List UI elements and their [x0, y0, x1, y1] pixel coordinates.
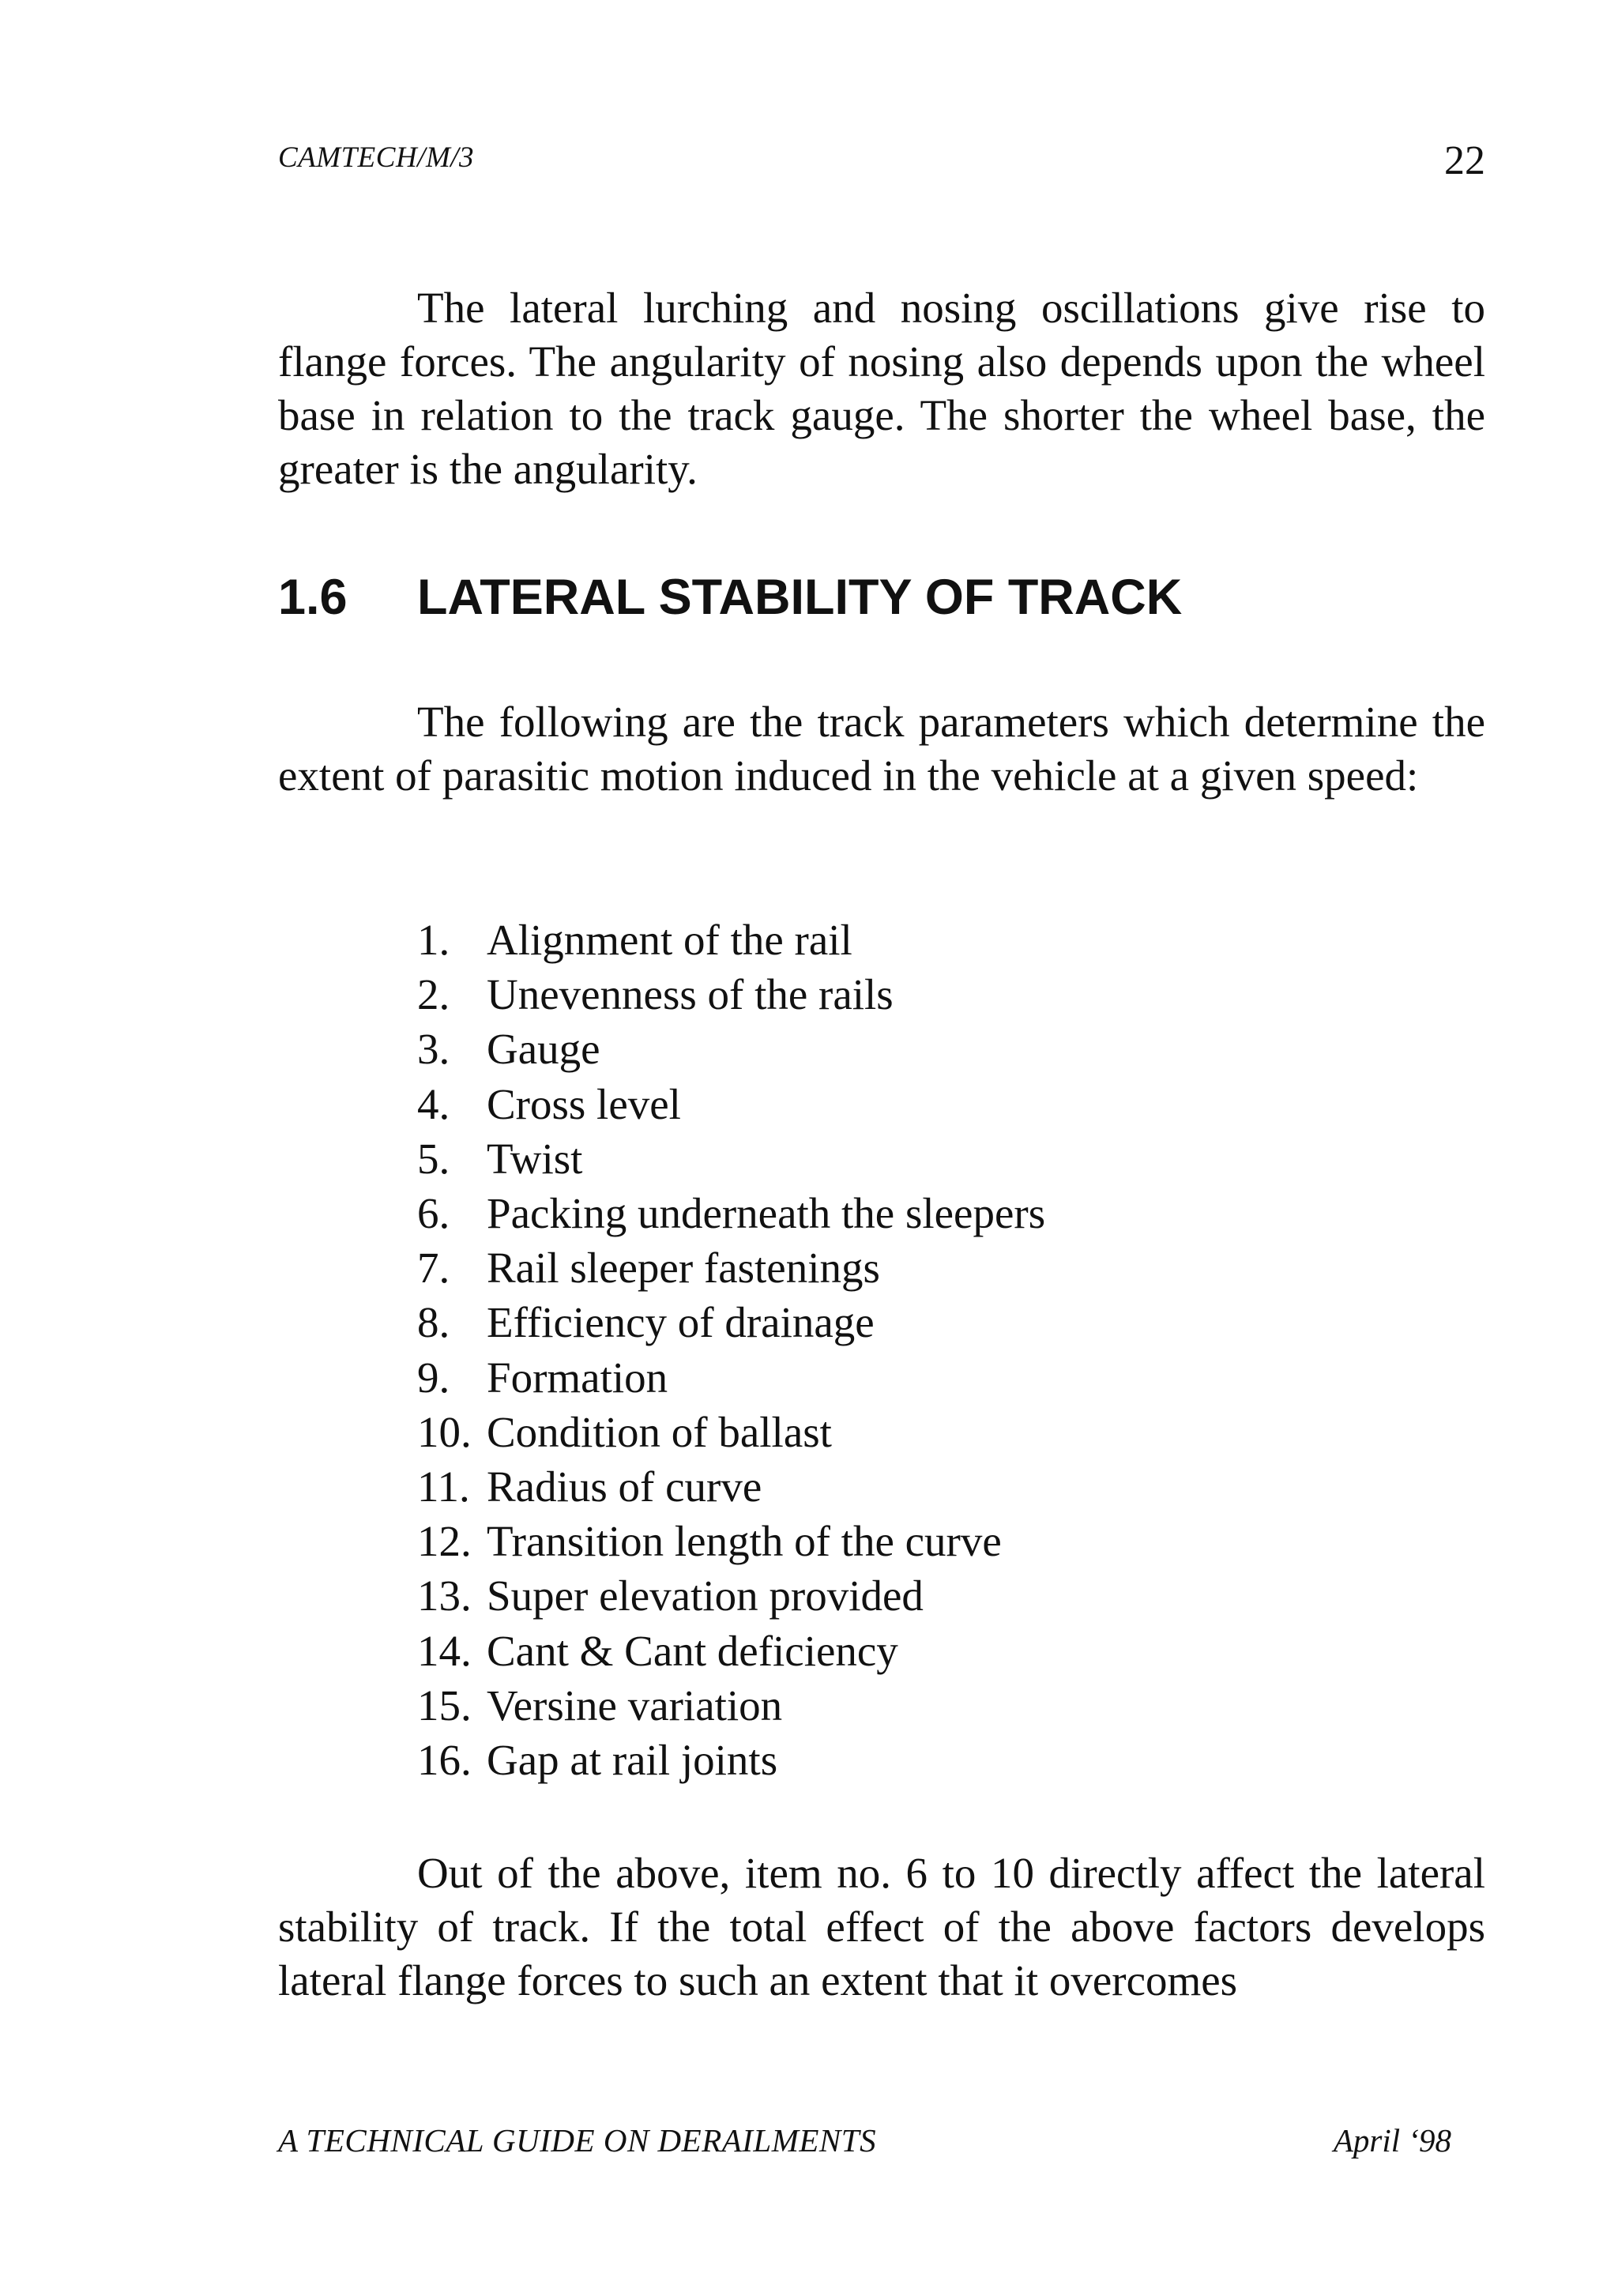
list-item-number: 1.	[417, 916, 450, 964]
list-item-number: 4.	[417, 1079, 450, 1128]
list-item-number: 12.	[417, 1517, 472, 1566]
list-item-text: Radius of curve	[487, 1462, 762, 1511]
list-item-text: Versine variation	[487, 1681, 783, 1730]
section-heading	[278, 569, 1182, 626]
list-item	[417, 967, 1045, 1022]
list-item-text: Alignment of the rail	[487, 916, 852, 964]
list-item-text: Cant & Cant deficiency	[487, 1626, 898, 1675]
section-number: 1.6	[278, 570, 348, 625]
list-item-number: 6.	[417, 1189, 450, 1238]
list-item	[417, 1131, 1045, 1186]
list-item-text: Rail sleeper fastenings	[487, 1244, 880, 1293]
list-item-number: 15.	[417, 1681, 472, 1730]
list-item	[417, 1733, 1045, 1787]
list-item-number: 13.	[417, 1571, 472, 1620]
list-item-number: 3.	[417, 1025, 450, 1074]
list-item	[417, 1186, 1045, 1240]
list-item-text: Condition of ballast	[487, 1407, 832, 1456]
list-item	[417, 1514, 1045, 1568]
header-page-number: 22	[1444, 138, 1485, 183]
list-item	[417, 913, 1045, 967]
list-item	[417, 1624, 1045, 1678]
list-item-text: Unevenness of the rails	[487, 970, 894, 1019]
section-title: LATERAL STABILITY OF TRACK	[417, 570, 1183, 625]
list-item-text: Packing underneath the sleepers	[487, 1189, 1046, 1238]
list-item	[417, 1240, 1045, 1295]
list-item-number: 2.	[417, 970, 450, 1019]
list-item-number: 11.	[417, 1462, 470, 1511]
list-item-number: 16.	[417, 1736, 472, 1785]
list-item-text: Efficiency of drainage	[487, 1298, 875, 1347]
list-item-number: 5.	[417, 1134, 450, 1183]
list-item-text: Super elevation provided	[487, 1571, 924, 1620]
paragraph-lateral-stability: Out of the above, item no. 6 to 10 directly affect the lateral stability of track. If the total effect of the above factors develops lateral flange forces to such an extent that it overcomes	[278, 1849, 1485, 2004]
list-item-number: 8.	[417, 1298, 450, 1347]
list-item-text: Gap at rail joints	[487, 1736, 778, 1785]
list-item-text: Cross level	[487, 1079, 681, 1128]
list-item-text: Formation	[487, 1353, 668, 1402]
footer-date: April ‘98	[1333, 2122, 1451, 2159]
list-item-text: Transition length of the curve	[487, 1517, 1002, 1566]
paragraph-track-parameters-intro: The following are the track parameters which determine the extent of parasitic motion induced in the vehicle at a given speed:	[278, 698, 1485, 800]
list-item	[417, 1077, 1045, 1131]
header-doc-code: CAMTECH/M/3	[278, 141, 475, 174]
list-item-number: 7.	[417, 1244, 450, 1293]
list-item-number: 10.	[417, 1407, 472, 1456]
footer-title: A TECHNICAL GUIDE ON DERAILMENTS	[278, 2122, 877, 2159]
list-item-text: Gauge	[487, 1025, 600, 1074]
list-item-number: 14.	[417, 1626, 472, 1675]
list-item	[417, 1405, 1045, 1459]
list-item	[417, 1678, 1045, 1733]
list-item	[417, 1568, 1045, 1623]
paragraph-angularity: The lateral lurching and nosing oscillations give rise to flange forces. The angularity of nosing also depends upon the wheel base in relation to the track gauge. The shorter the wheel base, the greater is the angularity.	[278, 284, 1485, 493]
list-item	[417, 1350, 1045, 1405]
list-item-text: Twist	[487, 1134, 583, 1183]
track-parameters-list	[417, 913, 1045, 1787]
list-item	[417, 1459, 1045, 1514]
list-item	[417, 1295, 1045, 1349]
list-item	[417, 1022, 1045, 1076]
list-item-number: 9.	[417, 1353, 450, 1402]
